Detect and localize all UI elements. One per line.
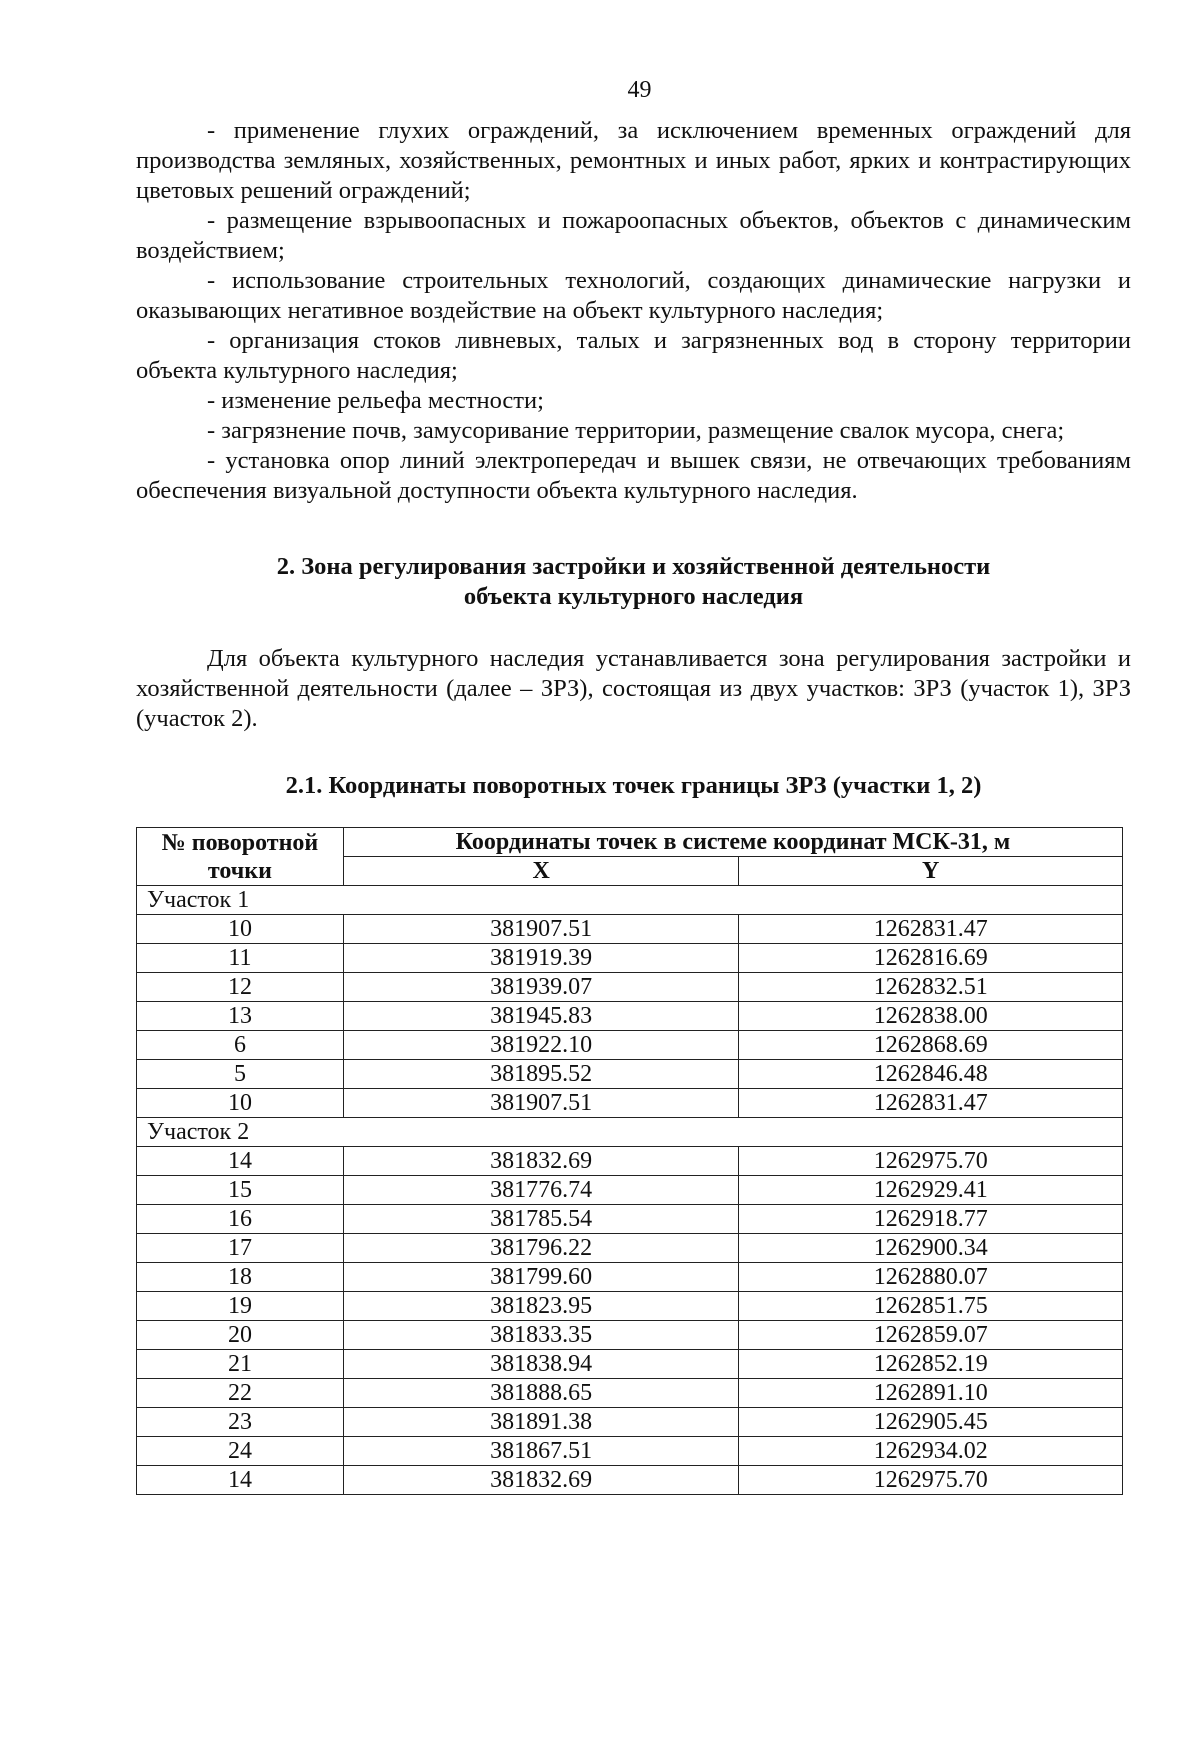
y-coordinate-cell: 1262918.77 [739, 1205, 1123, 1234]
group-label: Участок 2 [137, 1118, 1123, 1147]
header-point-number: № поворотной точки [137, 828, 344, 886]
table-body [137, 886, 1123, 1495]
table-row [137, 1379, 1123, 1408]
table-row [137, 1408, 1123, 1437]
x-coordinate-cell: 381895.52 [343, 1060, 739, 1089]
x-coordinate-cell: 381939.07 [343, 973, 739, 1002]
page-number: 49 [627, 77, 652, 103]
y-coordinate-cell: 1262934.02 [739, 1437, 1123, 1466]
list-item: - загрязнение почв, замусоривание территории, размещение свалок мусора, снега; [207, 417, 1065, 444]
x-coordinate-cell: 381833.35 [343, 1321, 739, 1350]
table-row [137, 1292, 1123, 1321]
point-number-cell: 15 [137, 1176, 344, 1205]
restrictions-list [136, 116, 1131, 506]
table-row [137, 1147, 1123, 1176]
y-coordinate-cell: 1262831.47 [739, 1089, 1123, 1118]
y-coordinate-cell: 1262975.70 [739, 1147, 1123, 1176]
x-coordinate-cell: 381907.51 [343, 915, 739, 944]
list-item: - использование строительных технологий, создающих динамические нагрузки и оказывающих негативное воздействие на объект культурного наследия; [136, 267, 1131, 324]
table-row [137, 1060, 1123, 1089]
point-number-cell: 24 [137, 1437, 344, 1466]
y-coordinate-cell: 1262868.69 [739, 1031, 1123, 1060]
table-row [137, 1350, 1123, 1379]
table-row [137, 1437, 1123, 1466]
table-row [137, 1205, 1123, 1234]
y-coordinate-cell: 1262859.07 [739, 1321, 1123, 1350]
point-number-cell: 20 [137, 1321, 344, 1350]
list-item: - применение глухих ограждений, за исключением временных ограждений для производства земляных, хозяйственных, ремонтных и иных работ, ярких и контрастирующих цветовых решений ограждений; [136, 117, 1131, 204]
x-coordinate-cell: 381796.22 [343, 1234, 739, 1263]
x-coordinate-cell: 381907.51 [343, 1089, 739, 1118]
point-number-cell: 12 [137, 973, 344, 1002]
point-number-cell: 23 [137, 1408, 344, 1437]
table-row [137, 1321, 1123, 1350]
y-coordinate-cell: 1262975.70 [739, 1466, 1123, 1495]
y-coordinate-cell: 1262891.10 [739, 1379, 1123, 1408]
x-coordinate-cell: 381945.83 [343, 1002, 739, 1031]
table-group-row [137, 1118, 1123, 1147]
y-coordinate-cell: 1262846.48 [739, 1060, 1123, 1089]
list-item: - установка опор линий электропередач и вышек связи, не отвечающих требованиям обеспечения визуальной доступности объекта культурного наследия. [136, 447, 1131, 504]
list-item: - изменение рельефа местности; [207, 387, 544, 414]
x-coordinate-cell: 381888.65 [343, 1379, 739, 1408]
point-number-cell: 14 [137, 1466, 344, 1495]
y-coordinate-cell: 1262852.19 [739, 1350, 1123, 1379]
table-row [137, 973, 1123, 1002]
list-item: - организация стоков ливневых, талых и загрязненных вод в сторону территории объекта культурного наследия; [136, 327, 1131, 384]
x-coordinate-cell: 381832.69 [343, 1466, 739, 1495]
table-row [137, 944, 1123, 973]
section-heading-line: 2. Зона регулирования застройки и хозяйственной деятельности [276, 553, 991, 580]
x-coordinate-cell: 381919.39 [343, 944, 739, 973]
point-number-cell: 22 [137, 1379, 344, 1408]
header-coordinates: Координаты точек в системе координат МСК-31, м [343, 828, 1122, 857]
y-coordinate-cell: 1262905.45 [739, 1408, 1123, 1437]
point-number-cell: 18 [137, 1263, 344, 1292]
y-coordinate-cell: 1262900.34 [739, 1234, 1123, 1263]
point-number-cell: 16 [137, 1205, 344, 1234]
point-number-cell: 21 [137, 1350, 344, 1379]
point-number-cell: 6 [137, 1031, 344, 1060]
point-number-cell: 10 [137, 915, 344, 944]
table-row [137, 1234, 1123, 1263]
coordinates-table [136, 827, 1123, 1495]
table-row [137, 1466, 1123, 1495]
table-header-row [137, 828, 1123, 857]
group-label: Участок 1 [137, 886, 1123, 915]
x-coordinate-cell: 381785.54 [343, 1205, 739, 1234]
table-row [137, 1176, 1123, 1205]
table-row [137, 1089, 1123, 1118]
table-row [137, 1031, 1123, 1060]
y-coordinate-cell: 1262880.07 [739, 1263, 1123, 1292]
point-number-cell: 19 [137, 1292, 344, 1321]
x-coordinate-cell: 381799.60 [343, 1263, 739, 1292]
point-number-cell: 10 [137, 1089, 344, 1118]
x-coordinate-cell: 381838.94 [343, 1350, 739, 1379]
y-coordinate-cell: 1262838.00 [739, 1002, 1123, 1031]
point-number-cell: 5 [137, 1060, 344, 1089]
x-coordinate-cell: 381776.74 [343, 1176, 739, 1205]
table-group-row [137, 886, 1123, 915]
x-coordinate-cell: 381922.10 [343, 1031, 739, 1060]
x-coordinate-cell: 381823.95 [343, 1292, 739, 1321]
point-number-cell: 13 [137, 1002, 344, 1031]
table-row [137, 1002, 1123, 1031]
y-coordinate-cell: 1262831.47 [739, 915, 1123, 944]
x-coordinate-cell: 381891.38 [343, 1408, 739, 1437]
header-x: X [343, 857, 739, 886]
section-heading-line: объекта культурного наследия [463, 583, 804, 610]
list-item: - размещение взрывоопасных и пожароопасных объектов, объектов с динамическим воздействием; [136, 207, 1131, 264]
point-number-cell: 11 [137, 944, 344, 973]
table-row [137, 1263, 1123, 1292]
table-row [137, 915, 1123, 944]
y-coordinate-cell: 1262816.69 [739, 944, 1123, 973]
y-coordinate-cell: 1262851.75 [739, 1292, 1123, 1321]
point-number-cell: 14 [137, 1147, 344, 1176]
x-coordinate-cell: 381832.69 [343, 1147, 739, 1176]
y-coordinate-cell: 1262929.41 [739, 1176, 1123, 1205]
point-number-cell: 17 [137, 1234, 344, 1263]
y-coordinate-cell: 1262832.51 [739, 973, 1123, 1002]
header-y: Y [739, 857, 1123, 886]
intro-paragraph: Для объекта культурного наследия устанавливается зона регулирования застройки и хозяйственной деятельности (далее – ЗРЗ), состоящая из двух участков: ЗРЗ (участок 1), ЗРЗ (участок 2). [136, 645, 1131, 732]
table-heading: 2.1. Координаты поворотных точек границы ЗРЗ (участки 1, 2) [285, 772, 982, 799]
section-heading [136, 552, 1131, 612]
x-coordinate-cell: 381867.51 [343, 1437, 739, 1466]
